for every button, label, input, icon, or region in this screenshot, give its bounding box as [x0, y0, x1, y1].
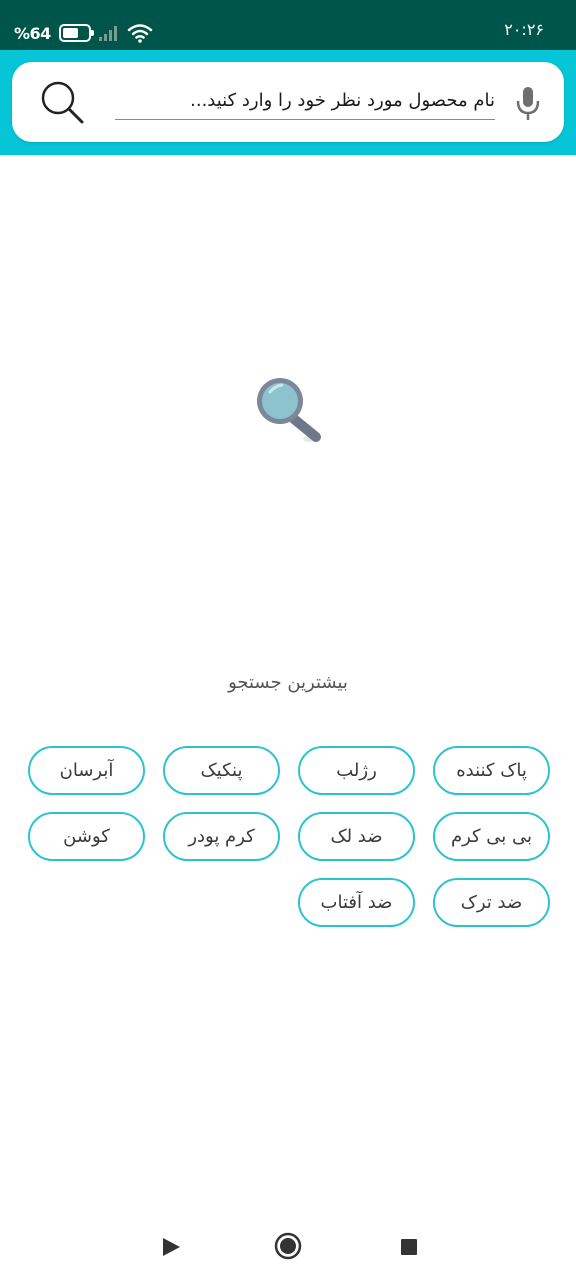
status-left-group: [14, 18, 153, 48]
voice-search-button[interactable]: [510, 84, 546, 124]
wifi-icon: [127, 23, 153, 43]
chip-lipstick[interactable]: رژلب: [298, 746, 415, 795]
search-button[interactable]: [40, 80, 86, 126]
chip-moisturizer[interactable]: آبرسان: [28, 746, 145, 795]
chip-bb-cream[interactable]: بی بی کرم: [433, 812, 550, 861]
chip-cushion[interactable]: کوشن: [28, 812, 145, 861]
chip-anti-spot[interactable]: ضد لک: [298, 812, 415, 861]
magnifier-illustration-icon: [248, 373, 328, 453]
home-circle-icon[interactable]: [274, 1232, 302, 1260]
chip-cleanser[interactable]: پاک کننده: [433, 746, 550, 795]
status-time: ۲۰:۲۶: [504, 20, 544, 39]
empty-state-illustration: [248, 373, 328, 453]
search-header: [0, 50, 576, 155]
signal-icon: [97, 24, 121, 42]
chip-anti-stretch[interactable]: ضد ترک: [433, 878, 550, 927]
search-input[interactable]: [115, 82, 495, 120]
top-searches-title: بیشترین جستجو: [228, 672, 348, 693]
chip-compact-powder[interactable]: پنکیک: [163, 746, 280, 795]
top-searches-chips: [26, 746, 550, 927]
battery-fill: [63, 28, 78, 38]
back-triangle-icon[interactable]: [160, 1235, 182, 1259]
battery-icon: [59, 24, 91, 42]
recents-square-icon[interactable]: [400, 1238, 418, 1256]
battery-percentage: %64: [14, 23, 51, 43]
search-icon: [40, 80, 86, 126]
chip-sunscreen[interactable]: ضد آفتاب: [298, 878, 415, 927]
chip-foundation[interactable]: کرم پودر: [163, 812, 280, 861]
mic-icon: [510, 84, 546, 124]
status-bar: [0, 0, 576, 50]
search-card: [12, 62, 564, 142]
system-nav-bar: [0, 1215, 576, 1280]
